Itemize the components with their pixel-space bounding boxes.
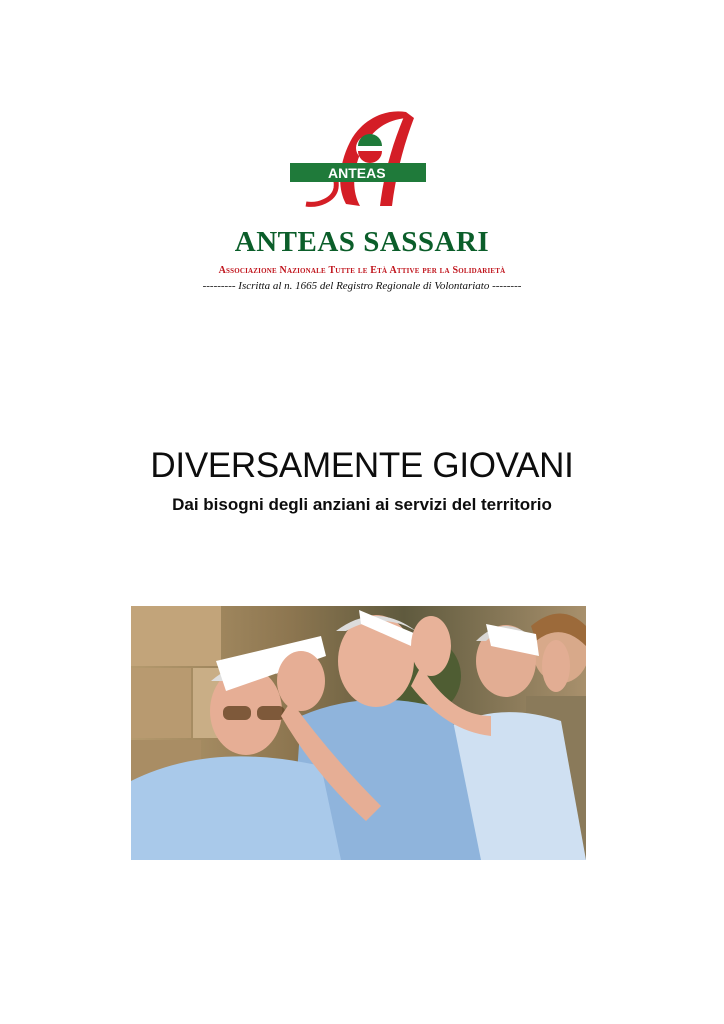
page-subtitle: Dai bisogni degli anziani ai servizi del territorio xyxy=(172,495,552,514)
org-full-name: Associazione Nazionale Tutte le Età Attive per la Solidarietà xyxy=(218,265,506,276)
anteas-logo-icon xyxy=(288,108,428,212)
anteas-logo xyxy=(288,108,428,212)
photo-elderly-men-icon xyxy=(131,606,586,860)
org-name: ANTEAS SASSARI xyxy=(234,226,490,258)
registry-line: --------- Iscritta al n. 1665 del Registro Regionale di Volontariato -------- xyxy=(202,280,522,292)
cover-photo xyxy=(131,606,586,860)
logo-text: ANTEAS xyxy=(328,165,386,181)
page-title: DIVERSAMENTE GIOVANI xyxy=(150,446,574,485)
